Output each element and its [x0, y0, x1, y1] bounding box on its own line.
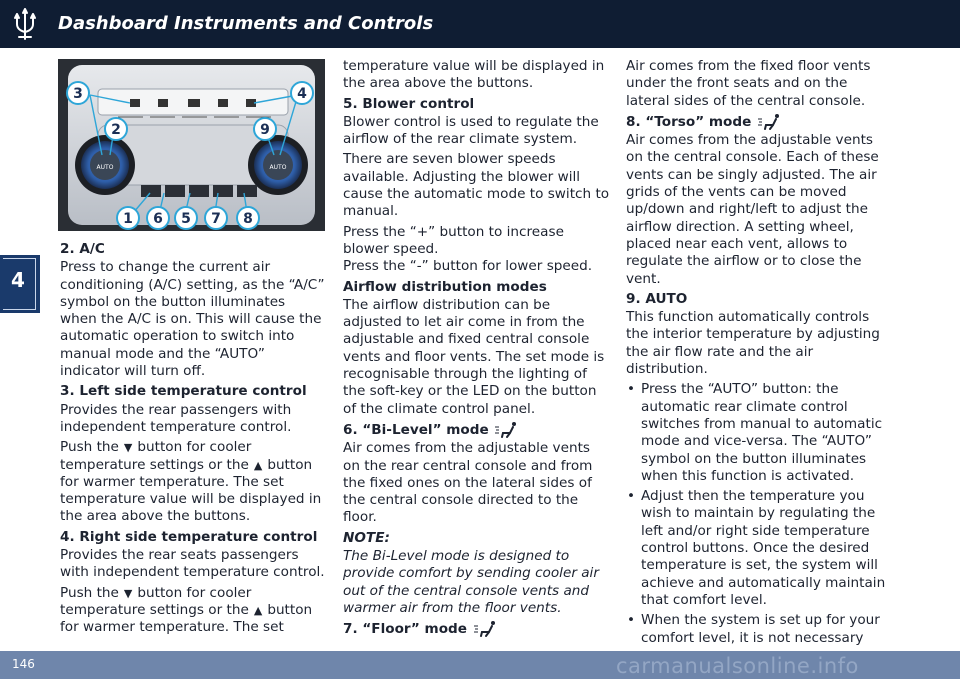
text-part: button for cooler [137, 439, 252, 456]
climate-panel-figure [58, 59, 325, 231]
paragraph: Air comes from the adjustable vents on the rear central console and from the fixed ones on the lateral sides of the central console directed to the floor. [343, 440, 593, 526]
heading-text: 7. “Floor” mode [343, 621, 467, 638]
paragraph: Press the “-” button for lower speed. [343, 258, 593, 275]
paragraph: Provides the rear seats passengers with independent temperature control. [60, 547, 325, 581]
paragraph [60, 602, 325, 637]
note-heading: NOTE: [343, 529, 390, 546]
seat-airflow-icon [493, 421, 519, 439]
callout-5: 5 [181, 211, 191, 227]
paragraph: Air comes from the fixed floor vents under the front seats and on the lateral sides of the central console. [626, 58, 871, 109]
section-heading: 2. A/C [60, 241, 105, 257]
up-arrow-icon: ▲ [253, 458, 263, 472]
left-auto-label: AUTO [96, 164, 114, 171]
text-part: button for cooler [137, 584, 252, 601]
text-column-3 [626, 58, 888, 650]
down-arrow-icon: ▼ [123, 586, 133, 600]
callout-3: 3 [73, 86, 83, 102]
text-part: temperature settings or the [60, 601, 249, 618]
text-part: temperature settings or the [60, 456, 249, 473]
paragraph: The airflow distribution can be adjusted to let air come in from the adjustable and fixed central console vents and floor vents. The set mode is recognisable through the lighting of the soft-key or the LED on the button of the climate control panel. [343, 296, 605, 417]
paragraph: This function automatically controls the interior temperature by adjusting the air flow rate and the air distribution. [626, 309, 880, 378]
paragraph: temperature value will be displayed in the area above the buttons. [343, 58, 605, 92]
callout-9: 9 [260, 122, 270, 138]
heading-text: 8. “Torso” mode [626, 113, 752, 130]
paragraph: Air comes from the adjustable vents on the central console. Each of these vents can be singly adjusted. The air grids of the vents can be moved up/down and right/left to adjust the airflow direction. A setting wheel, placed near each vent, allows to regulate the airflow or to close the vent. [626, 132, 879, 287]
page-footer [0, 651, 960, 679]
section-heading [626, 113, 888, 131]
climate-panel-illustration [58, 59, 325, 231]
text-part: Push the [60, 439, 119, 456]
right-auto-label: AUTO [269, 164, 287, 171]
text-part: button for warmer temperature. The set temperature value will be displayed in the area above the buttons. [60, 456, 322, 525]
callout-2: 2 [111, 122, 121, 138]
section-heading: 5. Blower control [343, 95, 475, 112]
paragraph [60, 439, 325, 456]
callout-7: 7 [211, 211, 221, 227]
seat-airflow-icon [472, 620, 498, 638]
text-part: button for warmer temperature. The set [60, 601, 313, 636]
heading-text: 6. “Bi-Level” mode [343, 421, 489, 438]
section-heading: 3. Left side temperature control [60, 383, 307, 400]
bullet-item: • Adjust then the temperature you wish to maintain by regulating the left and/or right side temperature control buttons. Once the desired temperature is set, the system will achieve and automatically maintain that comfort level. [626, 488, 888, 609]
page-number: 146 [12, 657, 35, 671]
bullet-item: • Press the “AUTO” button: the automatic rear climate control switches from manual to automatic mode and vice-versa. The “AUTO” symbol on the button illuminates when this function is activated. [626, 381, 888, 485]
seat-airflow-icon [756, 113, 782, 131]
page-title: Dashboard Instruments and Controls [58, 13, 434, 34]
page-header [0, 0, 960, 48]
section-heading: 9. AUTO [626, 290, 688, 307]
chapter-tab [0, 255, 40, 313]
chapter-number: 4 [11, 268, 25, 292]
paragraph: There are seven blower speeds available. Adjusting the blower will cause the automatic mode to switch to manual. [343, 151, 610, 220]
bullet-item: • When the system is set up for your comfort level, it is not necessary [626, 612, 888, 647]
paragraph: Provides the rear passengers with independent temperature control. [60, 401, 292, 435]
text-part: Push the [60, 584, 119, 601]
section-heading: 4. Right side temperature control [60, 528, 318, 545]
paragraph: Blower control is used to regulate the airflow of the rear climate system. [343, 113, 599, 148]
callout-8: 8 [243, 211, 253, 227]
up-arrow-icon: ▲ [253, 603, 263, 617]
callout-6: 6 [153, 211, 163, 227]
paragraph [60, 457, 325, 526]
note-text: The Bi-Level mode is designed to provide comfort by sending cooler air out of the central console vents and warmer air from the floor vents. [343, 548, 599, 616]
callout-4: 4 [297, 86, 307, 102]
text-column-2 [343, 58, 611, 640]
paragraph: Press to change the current air conditioning (A/C) setting, as the “A/C” symbol on the button illuminates when the A/C is on. This will cause the automatic operation to switch into manual mode and the “AUTO” indicator will turn off. [60, 259, 325, 380]
section-heading [343, 421, 611, 439]
trident-logo-icon [8, 6, 42, 42]
section-heading: Airflow distribution modes [343, 278, 547, 295]
down-arrow-icon: ▼ [123, 441, 133, 455]
callout-1: 1 [123, 211, 133, 227]
paragraph: Press the “+” button to increase blower speed. [343, 223, 564, 257]
text-column-1 [60, 241, 325, 640]
section-heading [343, 620, 611, 638]
watermark: carmanualsonline.info [616, 654, 859, 678]
paragraph [60, 585, 325, 602]
